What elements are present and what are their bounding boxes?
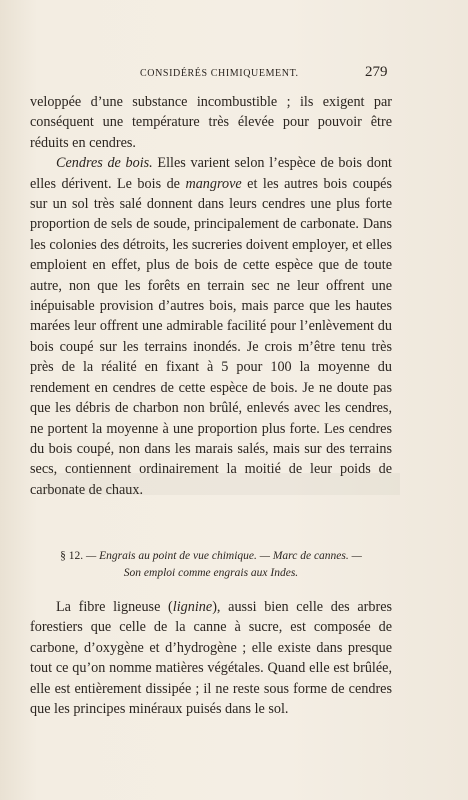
paragraph-text: et les autres bois coupés sur un sol très salé donnent dans leurs cendres une plus forte proportion de sels de soude, principalement de carbonate. Dans les colonies des détroits, les sucreries doivent employer, et elles emploient en effet, plus de bois de cette espèce que de toute autre, non que les forêts en terrain sec ne leur offrent une inépuisable provision d’autres bois, mais parce que les hautes marées leur offrent une admirable facilité pour l’enlèvement du bois coupé sur les terrains inondés. Je crois m’être tenu très près de la réalité en fixant à 5 pour 100 la moyenne du rendement en cendres de cette espèce de bois. Je ne doute pas que les débris de charbon non brûlé, enlevés avec les cendres, ne portent la moyenne à une proportion plus forte. Les cendres du bois coupé, non dans les marais salés, mais sur des terrains secs, contiennent ordinairement la moitié de leur poids de carbonate de chaux. [30, 175, 392, 498]
paragraph-text: Elles varient selon l’espèce de bois dont elles dérivent. Le bois de [30, 155, 392, 192]
italic-term: lignine [172, 599, 213, 615]
paragraph-wood-ashes [30, 153, 392, 500]
paragraph-text: ), aussi bien celle des arbres forestiers que celle de la canne à sucre, est composée de carbone, d’oxygène et d’hydrogène ; elle existe dans presque tout ce qu’on nomme matières végétales. Quand elle est brûlée, elle est entièrement dissipée ; il ne reste sous forme de cendres que les principes minéraux puisés dans le sol. [30, 599, 393, 718]
italic-term: mangrove [185, 175, 242, 192]
paragraph-label: Cendres de bois. [56, 155, 153, 172]
section-title-line1: — Engrais au point de vue chimique. — Marc de cannes. — [83, 550, 362, 562]
section-title-line2: Son emploi comme engrais aux Indes. [123, 567, 299, 579]
running-head: CONSIDÉRÉS CHIMIQUEMENT. [140, 68, 299, 79]
section-text [30, 597, 392, 719]
paragraph-lignine [30, 597, 392, 719]
main-text [30, 92, 392, 500]
show-through-shadow [40, 473, 400, 495]
paragraph-continuation: veloppée d’une substance incombustible ; ils exigent par conséquent une température très élevée pour pouvoir être réduits en cendres. [30, 94, 392, 151]
paragraph-text: La fibre ligneuse ( [56, 599, 173, 615]
section-number: § 12. [60, 550, 84, 562]
page-number: 279 [365, 64, 388, 80]
section-heading [30, 548, 392, 582]
